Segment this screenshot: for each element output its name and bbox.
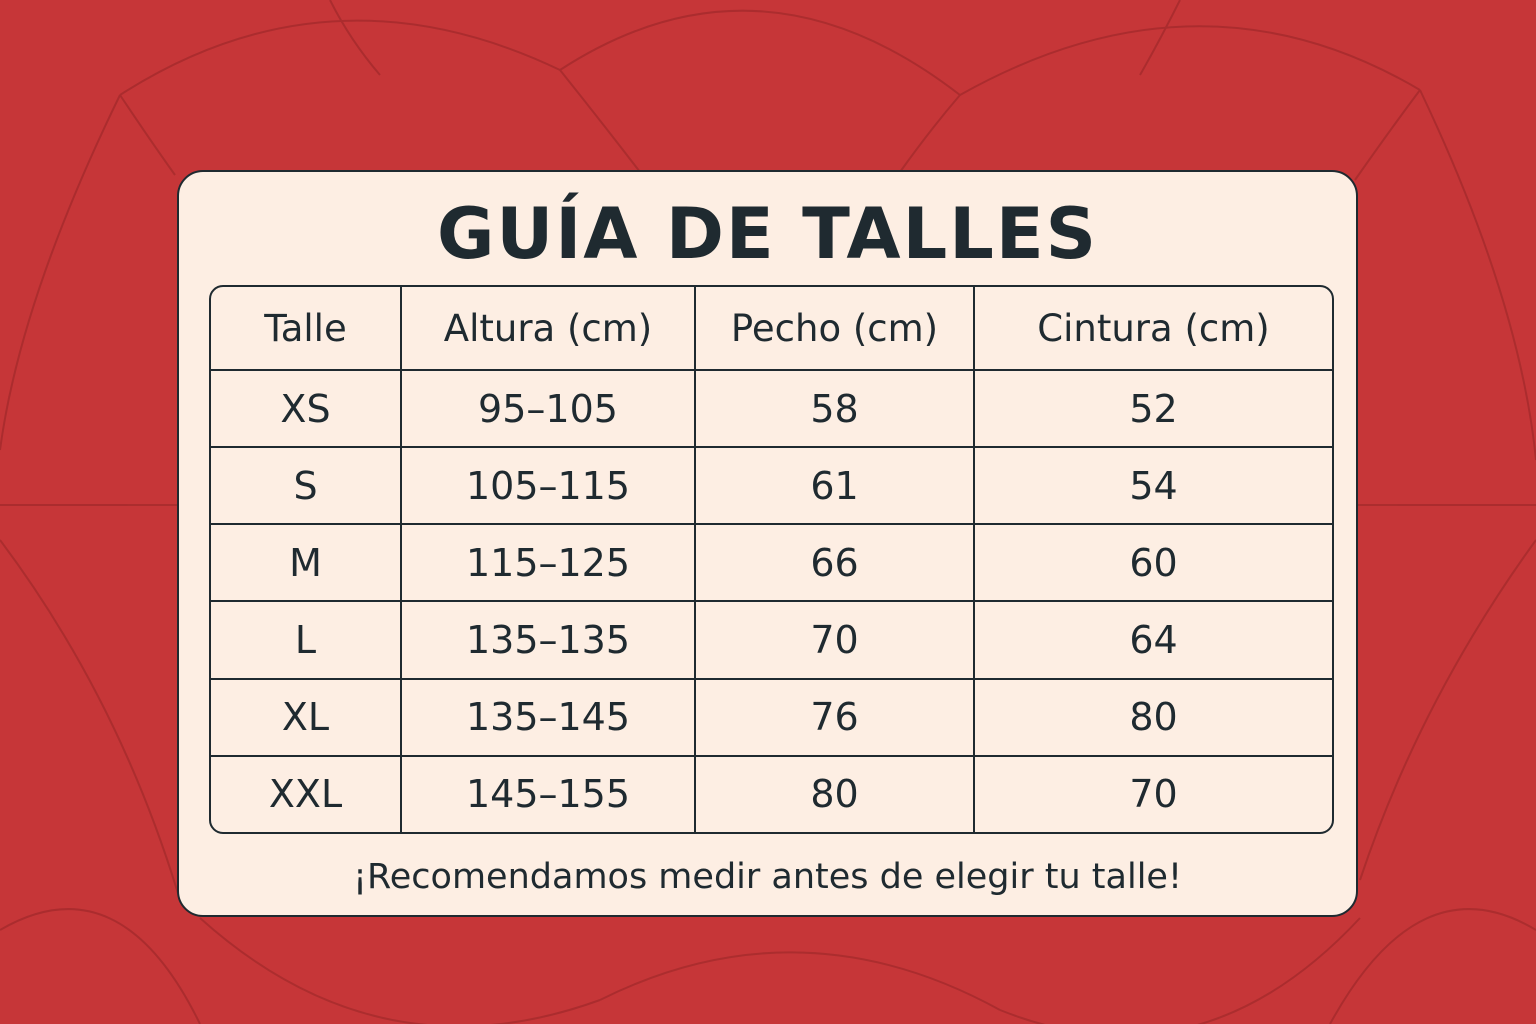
height-cell: 95–105 [402,371,696,448]
page-title: GUÍA DE TALLES [436,193,1099,275]
chest-cell: 61 [696,448,975,525]
table-row [211,680,1332,757]
waist-cell: 80 [975,680,1332,757]
size-cell: XXL [211,757,402,832]
table-row [211,602,1332,679]
header-size: Talle [211,287,402,371]
height-cell: 135–145 [402,680,696,757]
size-guide-card [177,170,1358,917]
size-cell: L [211,602,402,679]
waist-cell: 60 [975,525,1332,602]
table-row [211,448,1332,525]
chest-cell: 76 [696,680,975,757]
waist-cell: 70 [1129,772,1178,817]
waist-cell: 64 [975,602,1332,679]
height-cell: 135–135 [402,602,696,679]
size-cell: S [211,448,402,525]
header-height: Altura (cm) [402,287,696,371]
size-cell: XL [211,680,402,757]
size-cell: XS [211,371,402,448]
header-waist: Cintura (cm) [975,287,1332,371]
chest-cell: 66 [696,525,975,602]
header-chest: Pecho (cm) [696,287,975,371]
waist-cell: 54 [975,448,1332,525]
size-cell: M [211,525,402,602]
height-cell: 145–155 [402,757,696,832]
chest-cell: 80 [696,757,975,832]
waist-cell: 52 [975,371,1332,448]
chest-cell: 58 [696,371,975,448]
height-cell: 115–125 [402,525,696,602]
table-row [211,525,1332,602]
height-cell: 105–115 [402,448,696,525]
chest-cell: 70 [696,602,975,679]
size-table [209,285,1334,834]
table-row [211,757,1332,832]
table-header-row [211,287,1332,371]
footer-note: ¡Recomendamos medir antes de elegir tu talle! [353,857,1182,897]
table-row [211,371,1332,448]
